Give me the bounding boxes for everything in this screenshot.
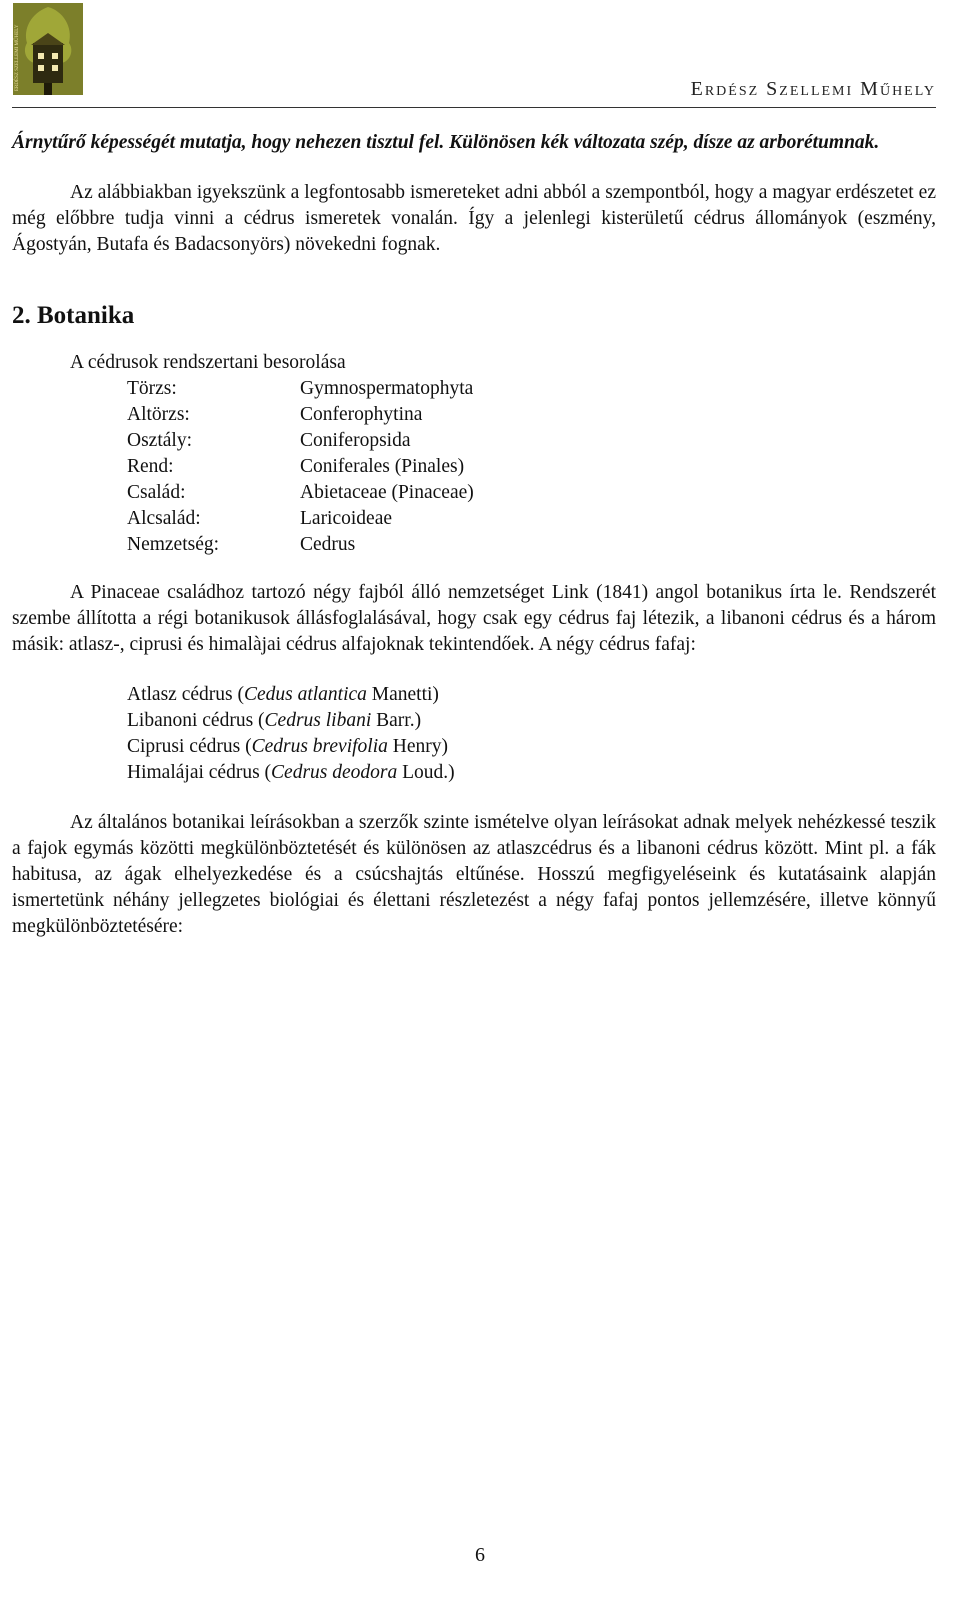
taxonomy-row <box>127 454 936 480</box>
taxonomy-value: Cedrus <box>300 534 356 555</box>
publisher-logo <box>13 3 83 95</box>
taxonomy-label: Rend: <box>127 456 174 477</box>
taxonomy-title: A cédrusok rendszertani besorolása <box>70 352 346 373</box>
taxonomy-value: Laricoideae <box>300 508 393 529</box>
taxonomy-row <box>127 402 936 428</box>
taxonomy-value: Gymnospermatophyta <box>300 378 474 399</box>
paragraph-botanical-descriptions: Az általános botanikai leírásokban a szerzők szinte ismételve olyan leírásokat adnak melyek nehézkessé teszik a fajok egymás közötti megkülönböztetését és különösen az atlaszcédrus és a libanoni cédrus között. Mint pl. a fák habitusa, az ágak elhelyezkedése és a csúcshajtás eltűnése. Hosszú megfigyeléseink és kutatásaink alapján ismertetünk néhány jellegzetes biológiai és élettani részletezést a négy fafaj pontos jellemzésére, illetve könnyű megkülönböztetésére: <box>12 812 936 937</box>
species-item: Himalájai cédrus (Cedrus deodora Loud.) <box>127 762 455 783</box>
header-brand: Erdész Szellemi Műhely <box>690 78 936 100</box>
species-list <box>127 682 936 786</box>
taxonomy-label: Család: <box>127 482 186 503</box>
taxonomy-row <box>127 428 936 454</box>
species-latin-name: Cedrus libani <box>264 710 372 731</box>
taxonomy-row <box>127 532 936 558</box>
header-divider <box>12 107 936 108</box>
taxonomy-value: Coniferales (Pinales) <box>300 456 465 477</box>
taxonomy-label: Alcsalád: <box>127 508 201 529</box>
taxonomy-row <box>127 506 936 532</box>
logo-vertical-text: ERDÉSZ SZELLEMI MŰHELY <box>15 24 20 91</box>
species-latin-name: Cedrus brevifolia <box>251 736 388 757</box>
taxonomy-label: Nemzetség: <box>127 534 220 555</box>
taxonomy-label: Altörzs: <box>127 404 190 425</box>
intro-italic-paragraph: Árnytűrő képességét mutatja, hogy nehezen tisztul fel. Különösen kék változata szép, dísze az arborétumnak. <box>12 132 880 153</box>
taxonomy-label: Törzs: <box>127 378 177 399</box>
taxonomy-label: Osztály: <box>127 430 192 451</box>
paragraph-intro: Az alábbiakban igyekszünk a legfontosabb ismereteket adni abból a szempontból, hogy a magyar erdészetet ez még előbbre tudja vinni a cédrus ismeretek vonalán. Így a jelenlegi kisterületű cédrus állományok (eszmény, Ágostyán, Butafa és Badacsonyörs) növekedni fognak. <box>12 182 936 255</box>
taxonomy-table <box>12 376 936 558</box>
taxonomy-row <box>127 480 936 506</box>
species-item: Ciprusi cédrus (Cedrus brevifolia Henry) <box>127 736 448 757</box>
species-item: Libanoni cédrus (Cedrus libani Barr.) <box>127 710 422 731</box>
section-heading: 2. Botanika <box>12 302 135 329</box>
tree-house-icon <box>13 3 83 95</box>
taxonomy-value: Abietaceae (Pinaceae) <box>300 482 474 503</box>
taxonomy-row <box>127 376 936 402</box>
document-body <box>12 130 936 940</box>
species-latin-name: Cedus atlantica <box>243 684 367 705</box>
page-number: 6 <box>475 1544 485 1566</box>
paragraph-pinaceae: A Pinaceae családhoz tartozó négy fajból álló nemzetséget Link (1841) angol botanikus írta le. Rendszerét szembe állította a régi botanikusok állásfoglalásával, hogy csak egy cédrus faj létezik, a libanoni cédrus és a három másik: atlasz-, ciprusi és himalàjai cédrus alfajoknak tekintendőek. A négy cédrus fafaj: <box>12 582 936 655</box>
taxonomy-value: Coniferopsida <box>300 430 411 451</box>
species-latin-name: Cedrus deodora <box>271 762 398 783</box>
taxonomy-value: Conferophytina <box>300 404 423 425</box>
species-item: Atlasz cédrus (Cedus atlantica Manetti) <box>127 684 439 705</box>
